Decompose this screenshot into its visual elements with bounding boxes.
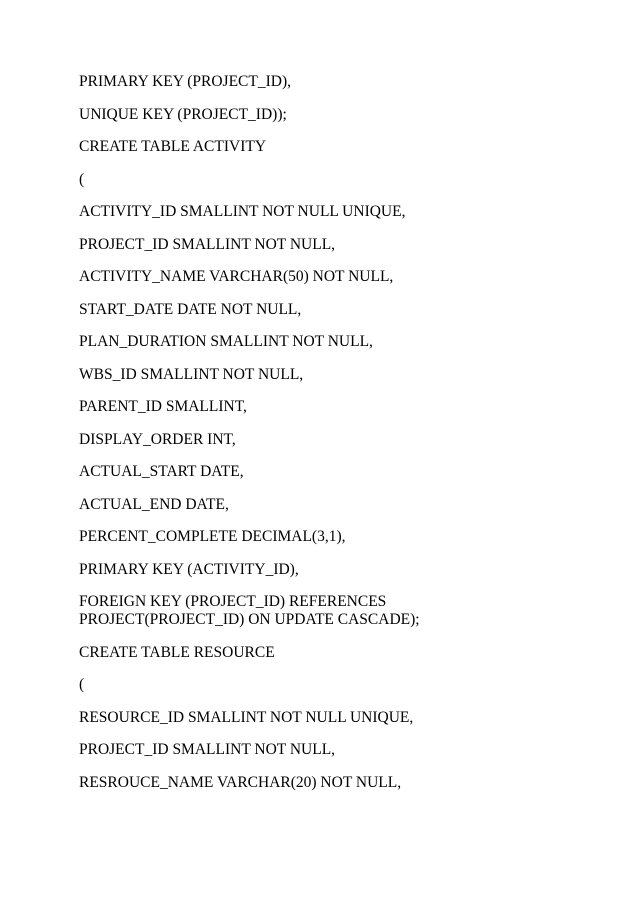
code-line: PERCENT_COMPLETE DECIMAL(3,1), (79, 528, 346, 545)
code-line: ACTIVITY_NAME VARCHAR(50) NOT NULL, (79, 268, 394, 285)
code-line: WBS_ID SMALLINT NOT NULL, (79, 365, 304, 383)
code-line: PLAN_DURATION SMALLINT NOT NULL, (79, 333, 373, 350)
code-line: CREATE TABLE ACTIVITY (79, 138, 267, 155)
code-line: ( (79, 170, 85, 188)
code-line: DISPLAY_ORDER INT, (79, 430, 236, 448)
code-line: PROJECT_ID SMALLINT NOT NULL, (79, 741, 336, 758)
code-line: ACTIVITY_ID SMALLINT NOT NULL UNIQUE, (79, 203, 406, 220)
code-line: FOREIGN KEY (PROJECT_ID) REFERENCES (79, 593, 387, 610)
code-line: CREATE TABLE RESOURCE (79, 643, 275, 661)
sql-code-block (79, 73, 599, 806)
code-line: ACTUAL_START DATE, (79, 463, 244, 480)
code-line: PROJECT(PROJECT_ID) ON UPDATE CASCADE); (79, 611, 420, 628)
code-line: ACTUAL_END DATE, (79, 495, 229, 513)
code-line: PRIMARY KEY (PROJECT_ID), (79, 73, 291, 90)
code-line: PARENT_ID SMALLINT, (79, 398, 247, 415)
code-line: ( (79, 676, 85, 693)
code-line: START_DATE DATE NOT NULL, (79, 300, 302, 318)
code-line: PRIMARY KEY (ACTIVITY_ID), (79, 560, 299, 578)
code-line: RESROUCE_NAME VARCHAR(20) NOT NULL, (79, 773, 402, 791)
code-line: RESOURCE_ID SMALLINT NOT NULL UNIQUE, (79, 708, 414, 726)
code-line: PROJECT_ID SMALLINT NOT NULL, (79, 235, 336, 253)
code-line: UNIQUE KEY (PROJECT_ID)); (79, 105, 287, 123)
